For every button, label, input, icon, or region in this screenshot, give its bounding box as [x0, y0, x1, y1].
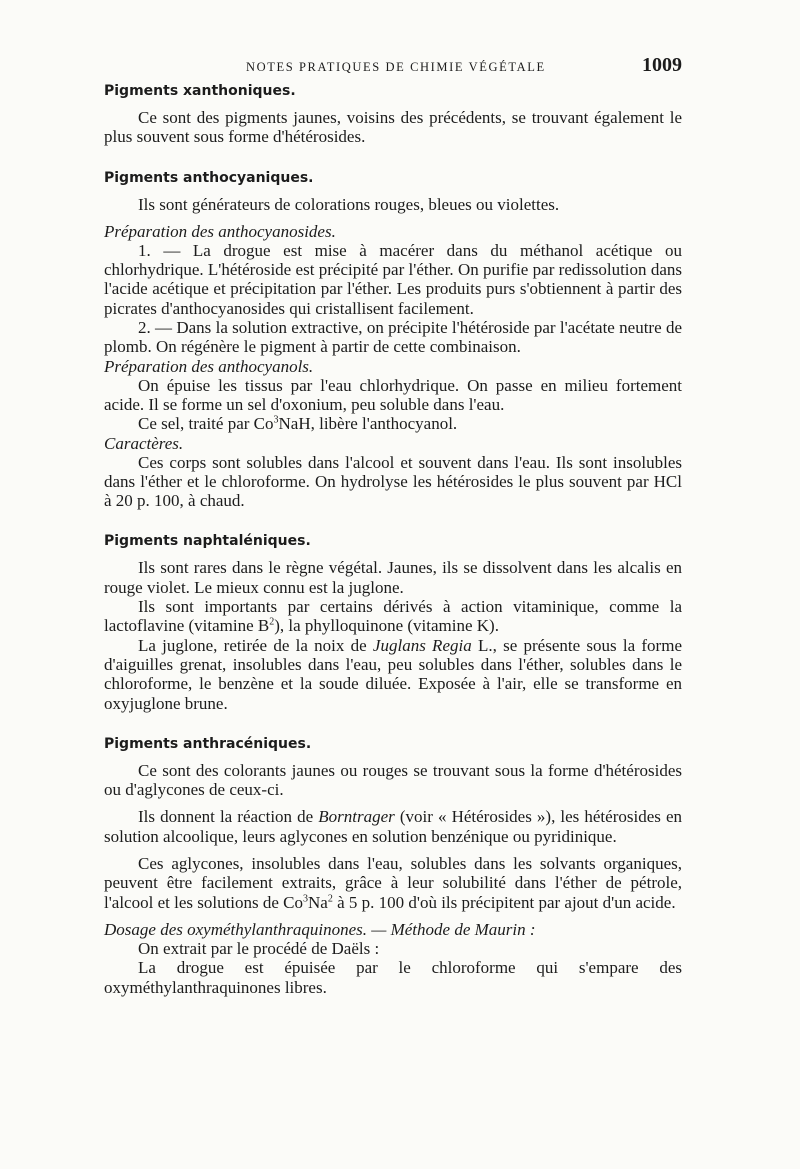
- paragraph: Ils sont générateurs de colorations rouges, bleues ou violettes.: [138, 194, 560, 214]
- section-heading: Pigments anthocyaniques.: [104, 169, 314, 186]
- subheading: Dosage des oxyméthylanthraquinones. — Méthode de Maurin :: [104, 919, 536, 939]
- section-heading: Pigments xanthoniques.: [104, 83, 296, 99]
- page-header: [104, 52, 682, 82]
- paragraph: Ces corps sont solubles dans l'alcool et souvent dans l'eau. Ils sont insolubles dans l'éther et le chloroforme. On hydrolyse les hétérosides le plus souvent par HCl à 20 p. 100, à chaud.: [104, 452, 682, 511]
- text-run: Na: [308, 892, 328, 912]
- superscript: 2: [327, 892, 333, 904]
- superscript: 2: [269, 616, 275, 628]
- paragraph: 1. — La drogue est mise à macérer dans du méthanol acétique ou chlorhydrique. L'hétéroside est précipité par l'éther. On purifie par redissolution dans l'acide acétique et précipitation par l'éther. Les produits purs s'obtiennent à partir des picrates d'anthocyanosides qui cristallisent facilement.: [104, 240, 682, 318]
- text-run: Ils donnent la réaction de: [138, 807, 319, 827]
- page-number: 1009: [642, 54, 682, 76]
- subheading: Caractères.: [104, 433, 184, 453]
- section-heading: Pigments naphtaléniques.: [104, 533, 311, 550]
- paragraph: 2. — Dans la solution extractive, on précipite l'hétéroside par l'acétate neutre de plomb. On régénère le pigment à partir de cette combinaison.: [104, 318, 682, 357]
- paragraph: [104, 414, 682, 433]
- text-run: (voir « Hétérosides »), les hétérosides en solution alcoolique, leurs aglycones en solution benzénique ou pyridinique.: [104, 807, 682, 846]
- section-anthocyanic: [104, 169, 682, 511]
- paragraph: On épuise les tissus par l'eau chlorhydrique. On passe en milieu fortement acide. Il se forme un sel d'oxonium, peu soluble dans l'eau.: [104, 375, 682, 414]
- text-run: Ces aglycones, insolubles dans l'eau, solubles dans les solvants organiques, peuvent être facilement extraits, grâce à leur solubilité dans l'éther de pétrole, l'alcool et les solutions de Co: [104, 854, 682, 912]
- paragraph: [104, 597, 682, 636]
- text-run: Ils sont importants par certains dérivés à action vitaminique, comme la lactoflavine (vitamine B: [104, 597, 682, 636]
- paragraph: Ce sont des pigments jaunes, voisins des précédents, se trouvant également le plus souvent sous forme d'hétérosides.: [104, 108, 682, 147]
- paragraph: Ce sont des colorants jaunes ou rouges se trouvant sous la forme d'hétérosides ou d'aglycones de ceux-ci.: [104, 760, 682, 800]
- text-run: ), la phylloquinone (vitamine K).: [274, 616, 499, 636]
- subheading: Préparation des anthocyanosides.: [104, 221, 336, 241]
- paragraph: [104, 807, 682, 846]
- section-anthracenic: [104, 735, 682, 997]
- text-run: La juglone, retirée de la noix de: [138, 635, 373, 655]
- superscript: 3: [273, 414, 279, 426]
- text-run: L., se présente sous la forme d'aiguilles grenat, insolubles dans l'eau, peu solubles dans l'éther, solubles dans le chloroforme, le benzène et la soude diluée. Exposée à l'air, elle se transforme en oxyjuglone brune.: [104, 635, 682, 713]
- paragraph: La drogue est épuisée par le chloroforme qui s'empare des oxyméthylanthraquinones libres.: [104, 958, 682, 997]
- document-page: [104, 52, 682, 997]
- species-name: Juglans Regia: [372, 635, 472, 655]
- superscript: 3: [303, 892, 309, 904]
- section-heading: Pigments anthracéniques.: [104, 735, 312, 752]
- paragraph: [104, 636, 682, 713]
- section-xanthonic: [104, 82, 682, 147]
- paragraph: On extrait par le procédé de Daëls :: [138, 938, 380, 958]
- paragraph: Ils sont rares dans le règne végétal. Jaunes, ils se dissolvent dans les alcalis en rouge violet. Le mieux connu est la juglone.: [104, 558, 682, 597]
- paragraph: [104, 854, 682, 912]
- text-run: Ce sel, traité par Co: [138, 414, 274, 434]
- text-run: NaH, libère l'anthocyanol.: [278, 414, 458, 434]
- reagent-name: Borntrager: [318, 807, 395, 827]
- running-title: NOTES PRATIQUES DE CHIMIE VÉGÉTALE: [246, 60, 546, 74]
- section-naphthalenic: [104, 532, 682, 712]
- text-run: à 5 p. 100 d'où ils précipitent par ajout d'un acide.: [332, 892, 676, 912]
- subheading: Préparation des anthocyanols.: [104, 356, 314, 376]
